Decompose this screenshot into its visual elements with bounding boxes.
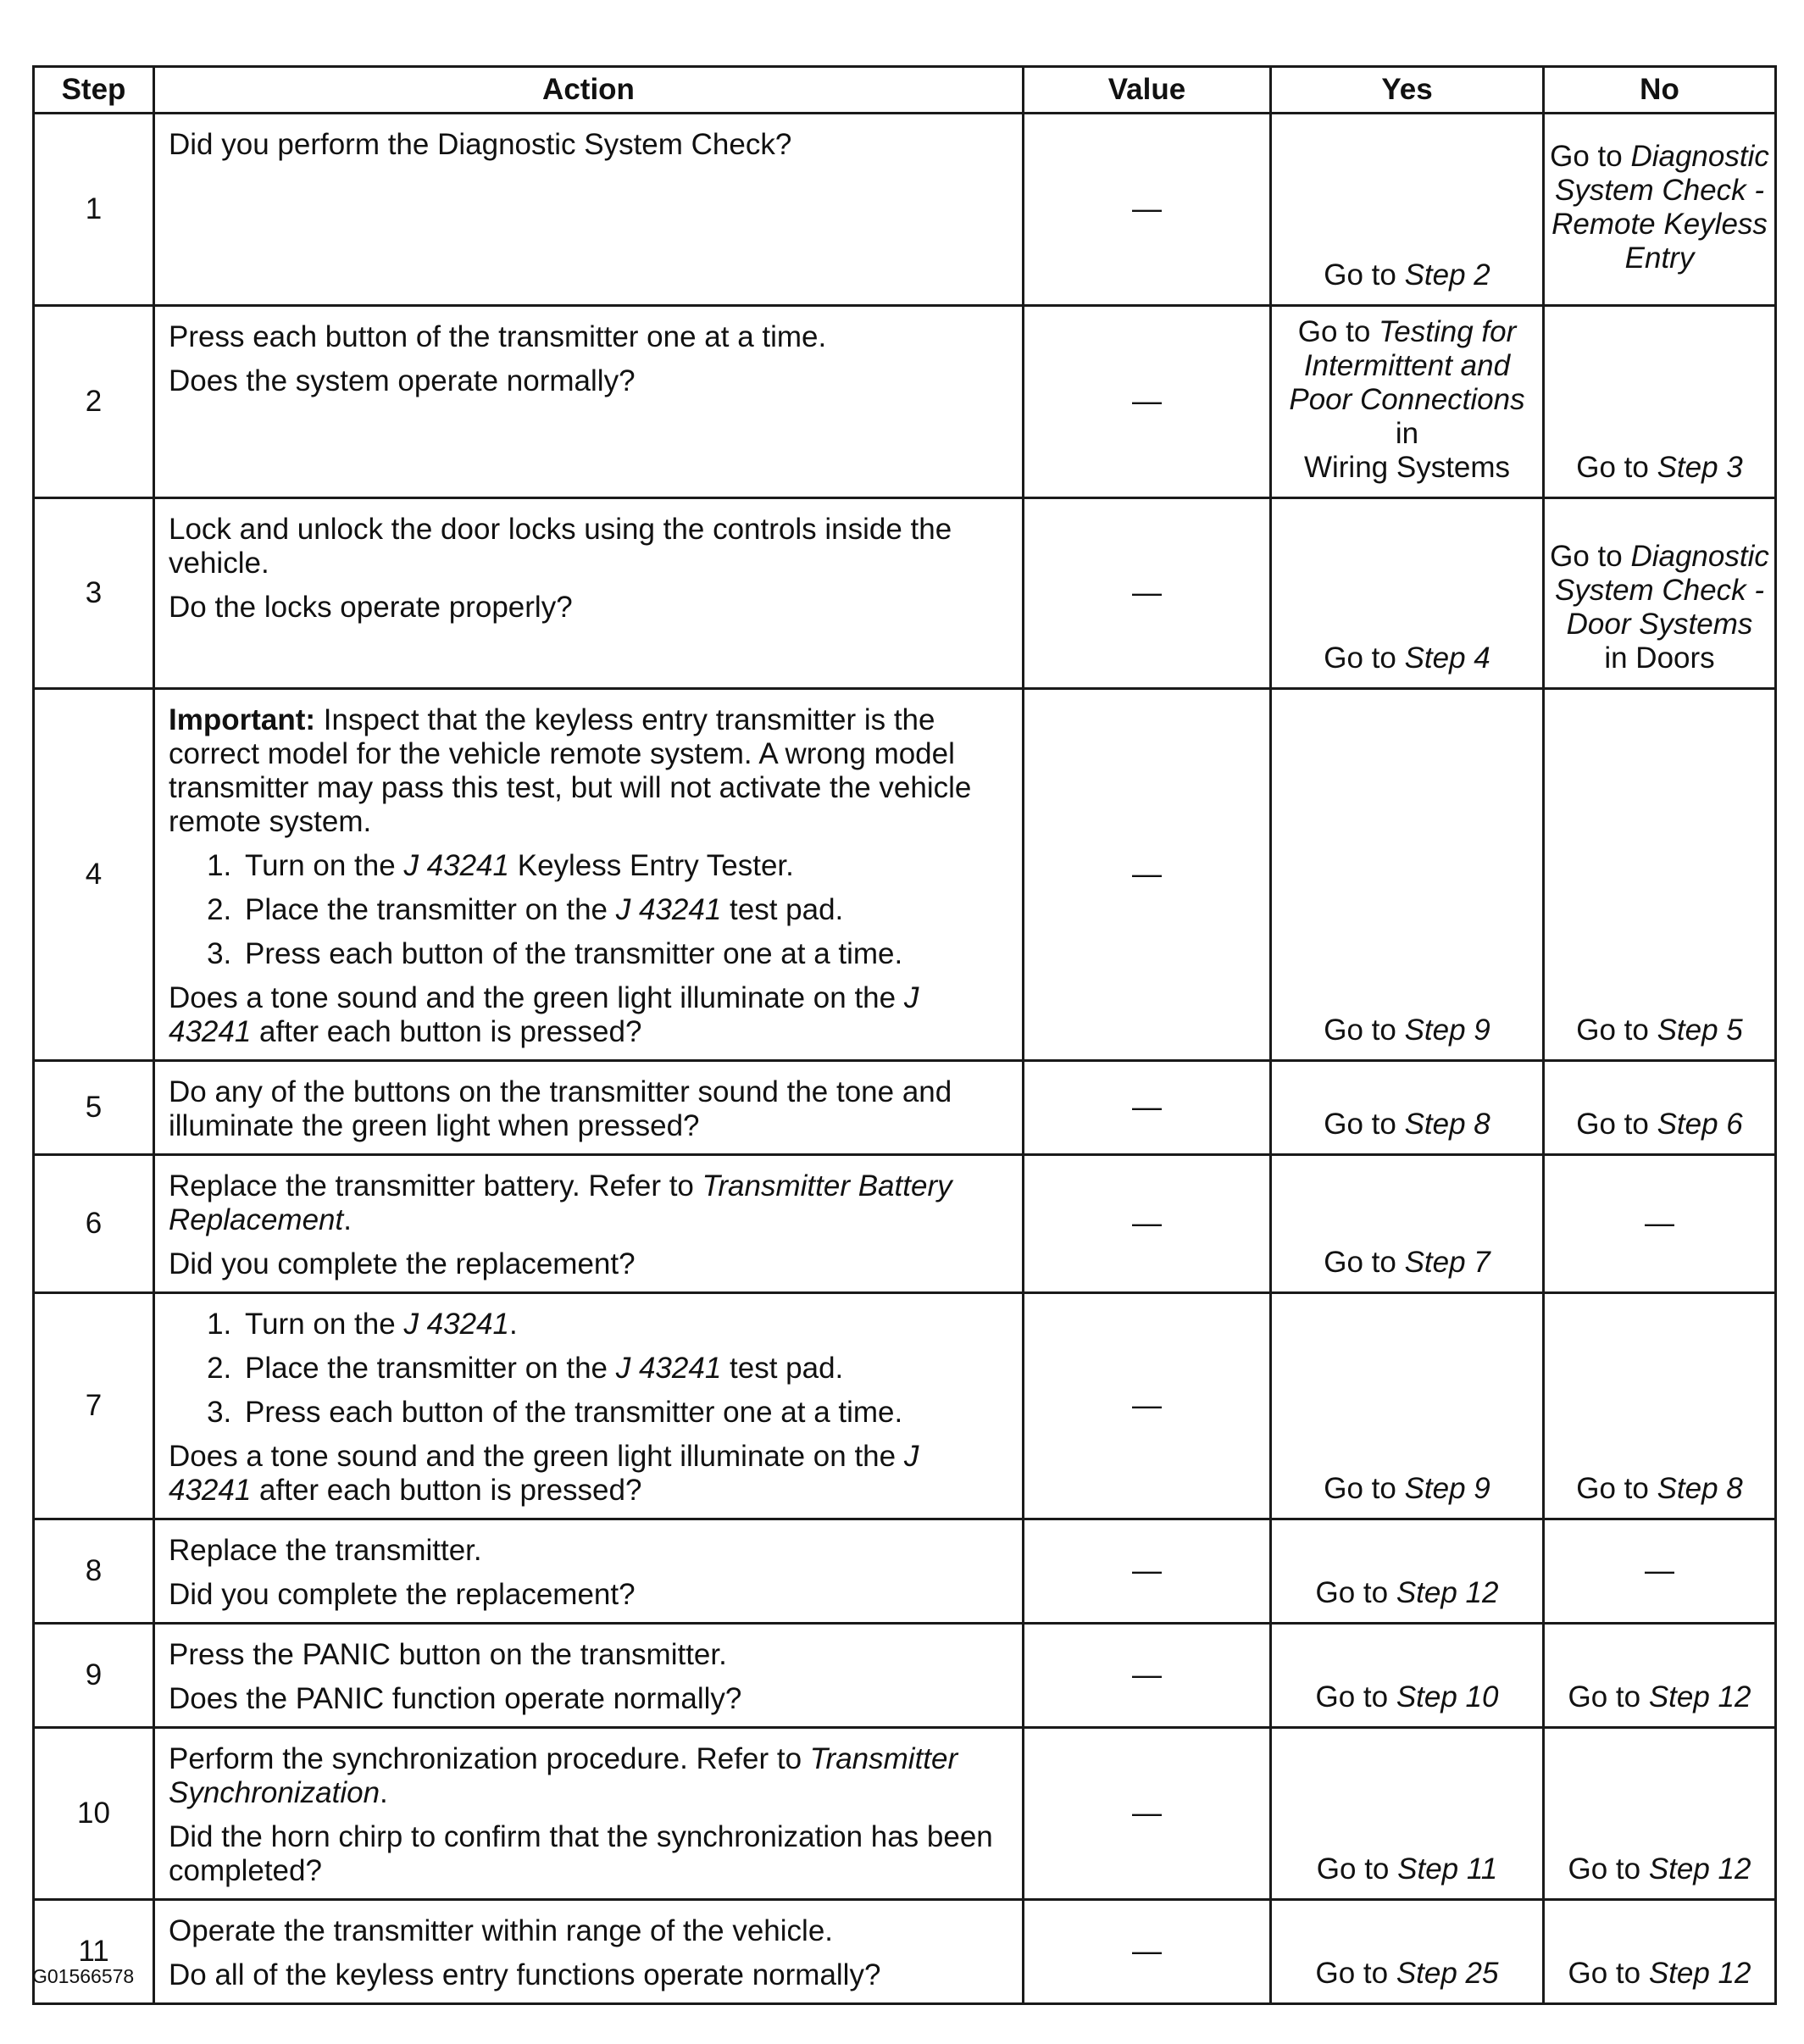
value-cell: — xyxy=(1024,114,1271,306)
action-cell xyxy=(154,1061,1024,1155)
step-number: 8 xyxy=(34,1519,154,1624)
no-cell: Go to Step 12 xyxy=(1544,1728,1776,1900)
table-row xyxy=(34,1519,1776,1624)
value-cell: — xyxy=(1024,1900,1271,2004)
step-number: 6 xyxy=(34,1155,154,1293)
header-action: Action xyxy=(154,67,1024,114)
action-cell xyxy=(154,1155,1024,1293)
step-number: 3 xyxy=(34,498,154,689)
figure-id: G01566578 xyxy=(32,1965,135,1987)
no-cell: Go to Step 12 xyxy=(1544,1900,1776,2004)
value-cell: — xyxy=(1024,1293,1271,1519)
procedure-list xyxy=(169,849,1007,971)
list-item: 2. Place the transmitter on the J 43241 test pad. xyxy=(240,893,1007,927)
action-cell xyxy=(154,498,1024,689)
yes-cell: Go to Step 11 xyxy=(1271,1728,1544,1900)
action-cell xyxy=(154,306,1024,498)
action-text: Replace the transmitter battery. Refer to Transmitter Battery Replacement. xyxy=(169,1169,952,1236)
value-cell: — xyxy=(1024,306,1271,498)
yes-cell: Go to Step 10 xyxy=(1271,1624,1544,1728)
step-number: 2 xyxy=(34,306,154,498)
yes-cell: Go to Step 9 xyxy=(1271,689,1544,1061)
value-cell: — xyxy=(1024,1061,1271,1155)
header-row xyxy=(34,67,1776,114)
step-number: 1 xyxy=(34,114,154,306)
no-cell: Go to Step 8 xyxy=(1544,1293,1776,1519)
action-cell xyxy=(154,1728,1024,1900)
list-item: 3. Press each button of the transmitter one at a time. xyxy=(240,1396,1007,1430)
table-row xyxy=(34,1061,1776,1155)
no-cell: Go to Step 6 xyxy=(1544,1061,1776,1155)
step-number: 11 xyxy=(34,1900,154,2004)
list-item: 1. Turn on the J 43241 Keyless Entry Tester. xyxy=(240,849,1007,883)
table-row xyxy=(34,1293,1776,1519)
procedure-list xyxy=(169,1308,1007,1430)
action-text: Perform the synchronization procedure. Refer to Transmitter Synchronization. xyxy=(169,1742,958,1809)
no-cell: Go to Diagnostic System Check - Door Systems in Doors xyxy=(1544,498,1776,689)
question-text: Does the PANIC function operate normally? xyxy=(169,1682,742,1715)
action-text: Operate the transmitter within range of the vehicle. xyxy=(169,1914,834,1947)
action-cell xyxy=(154,1624,1024,1728)
action-text: Replace the transmitter. xyxy=(169,1534,482,1567)
action-cell xyxy=(154,1900,1024,2004)
yes-cell: Go to Testing for Intermittent and Poor Connections in Wiring Systems xyxy=(1271,306,1544,498)
question-text: Do the locks operate properly? xyxy=(169,591,573,624)
table-row xyxy=(34,1624,1776,1728)
value-cell: — xyxy=(1024,1624,1271,1728)
value-cell: — xyxy=(1024,689,1271,1061)
yes-cell: Go to Step 9 xyxy=(1271,1293,1544,1519)
important-note: Important: Inspect that the keyless entry transmitter is the correct model for the vehicle remote system. A wrong model transmitter may pass this test, but will not activate the vehicle remote system. xyxy=(169,703,972,838)
table-row xyxy=(34,1900,1776,2004)
no-cell: Go to Step 3 xyxy=(1544,306,1776,498)
action-cell xyxy=(154,1519,1024,1624)
list-item: 2. Place the transmitter on the J 43241 test pad. xyxy=(240,1352,1007,1386)
table-row xyxy=(34,1728,1776,1900)
action-cell xyxy=(154,1293,1024,1519)
table-row xyxy=(34,498,1776,689)
yes-cell: Go to Step 2 xyxy=(1271,114,1544,306)
no-cell: — xyxy=(1544,1155,1776,1293)
no-cell: — xyxy=(1544,1519,1776,1624)
yes-cell: Go to Step 4 xyxy=(1271,498,1544,689)
yes-cell: Go to Step 12 xyxy=(1271,1519,1544,1624)
action-text: Press the PANIC button on the transmitter. xyxy=(169,1638,727,1671)
question-text: Does the system operate normally? xyxy=(169,364,636,397)
action-cell xyxy=(154,114,1024,306)
action-text: Did you perform the Diagnostic System Check? xyxy=(169,128,792,161)
yes-cell: Go to Step 7 xyxy=(1271,1155,1544,1293)
value-cell: — xyxy=(1024,498,1271,689)
action-cell xyxy=(154,689,1024,1061)
question-text: Do all of the keyless entry functions operate normally? xyxy=(169,1958,881,1991)
question-text: Did you complete the replacement? xyxy=(169,1578,636,1611)
no-cell: Go to Step 5 xyxy=(1544,689,1776,1061)
step-number: 10 xyxy=(34,1728,154,1900)
step-number: 4 xyxy=(34,689,154,1061)
diagnostic-table xyxy=(32,65,1777,2005)
step-number: 7 xyxy=(34,1293,154,1519)
no-cell: Go to Diagnostic System Check - Remote Keyless Entry xyxy=(1544,114,1776,306)
question-text: Did you complete the replacement? xyxy=(169,1247,636,1280)
question-text: Does a tone sound and the green light illuminate on the J 43241 after each button is pressed? xyxy=(169,1440,919,1507)
header-value: Value xyxy=(1024,67,1271,114)
header-no: No xyxy=(1544,67,1776,114)
table-row xyxy=(34,1155,1776,1293)
value-cell: — xyxy=(1024,1728,1271,1900)
step-number: 5 xyxy=(34,1061,154,1155)
value-cell: — xyxy=(1024,1519,1271,1624)
header-yes: Yes xyxy=(1271,67,1544,114)
table-row xyxy=(34,306,1776,498)
table-row xyxy=(34,114,1776,306)
no-cell: Go to Step 12 xyxy=(1544,1624,1776,1728)
list-item: 1. Turn on the J 43241. xyxy=(240,1308,1007,1341)
action-text: Lock and unlock the door locks using the controls inside the vehicle. xyxy=(169,513,952,580)
yes-cell: Go to Step 8 xyxy=(1271,1061,1544,1155)
question-text: Do any of the buttons on the transmitter sound the tone and illuminate the green light when pressed? xyxy=(169,1075,952,1142)
question-text: Did the horn chirp to confirm that the synchronization has been completed? xyxy=(169,1820,993,1887)
header-step: Step xyxy=(34,67,154,114)
action-text: Press each button of the transmitter one at a time. xyxy=(169,320,827,353)
list-item: 3. Press each button of the transmitter one at a time. xyxy=(240,937,1007,971)
question-text: Does a tone sound and the green light illuminate on the J 43241 after each button is pressed? xyxy=(169,981,919,1048)
value-cell: — xyxy=(1024,1155,1271,1293)
yes-cell: Go to Step 25 xyxy=(1271,1900,1544,2004)
step-number: 9 xyxy=(34,1624,154,1728)
table-row xyxy=(34,689,1776,1061)
